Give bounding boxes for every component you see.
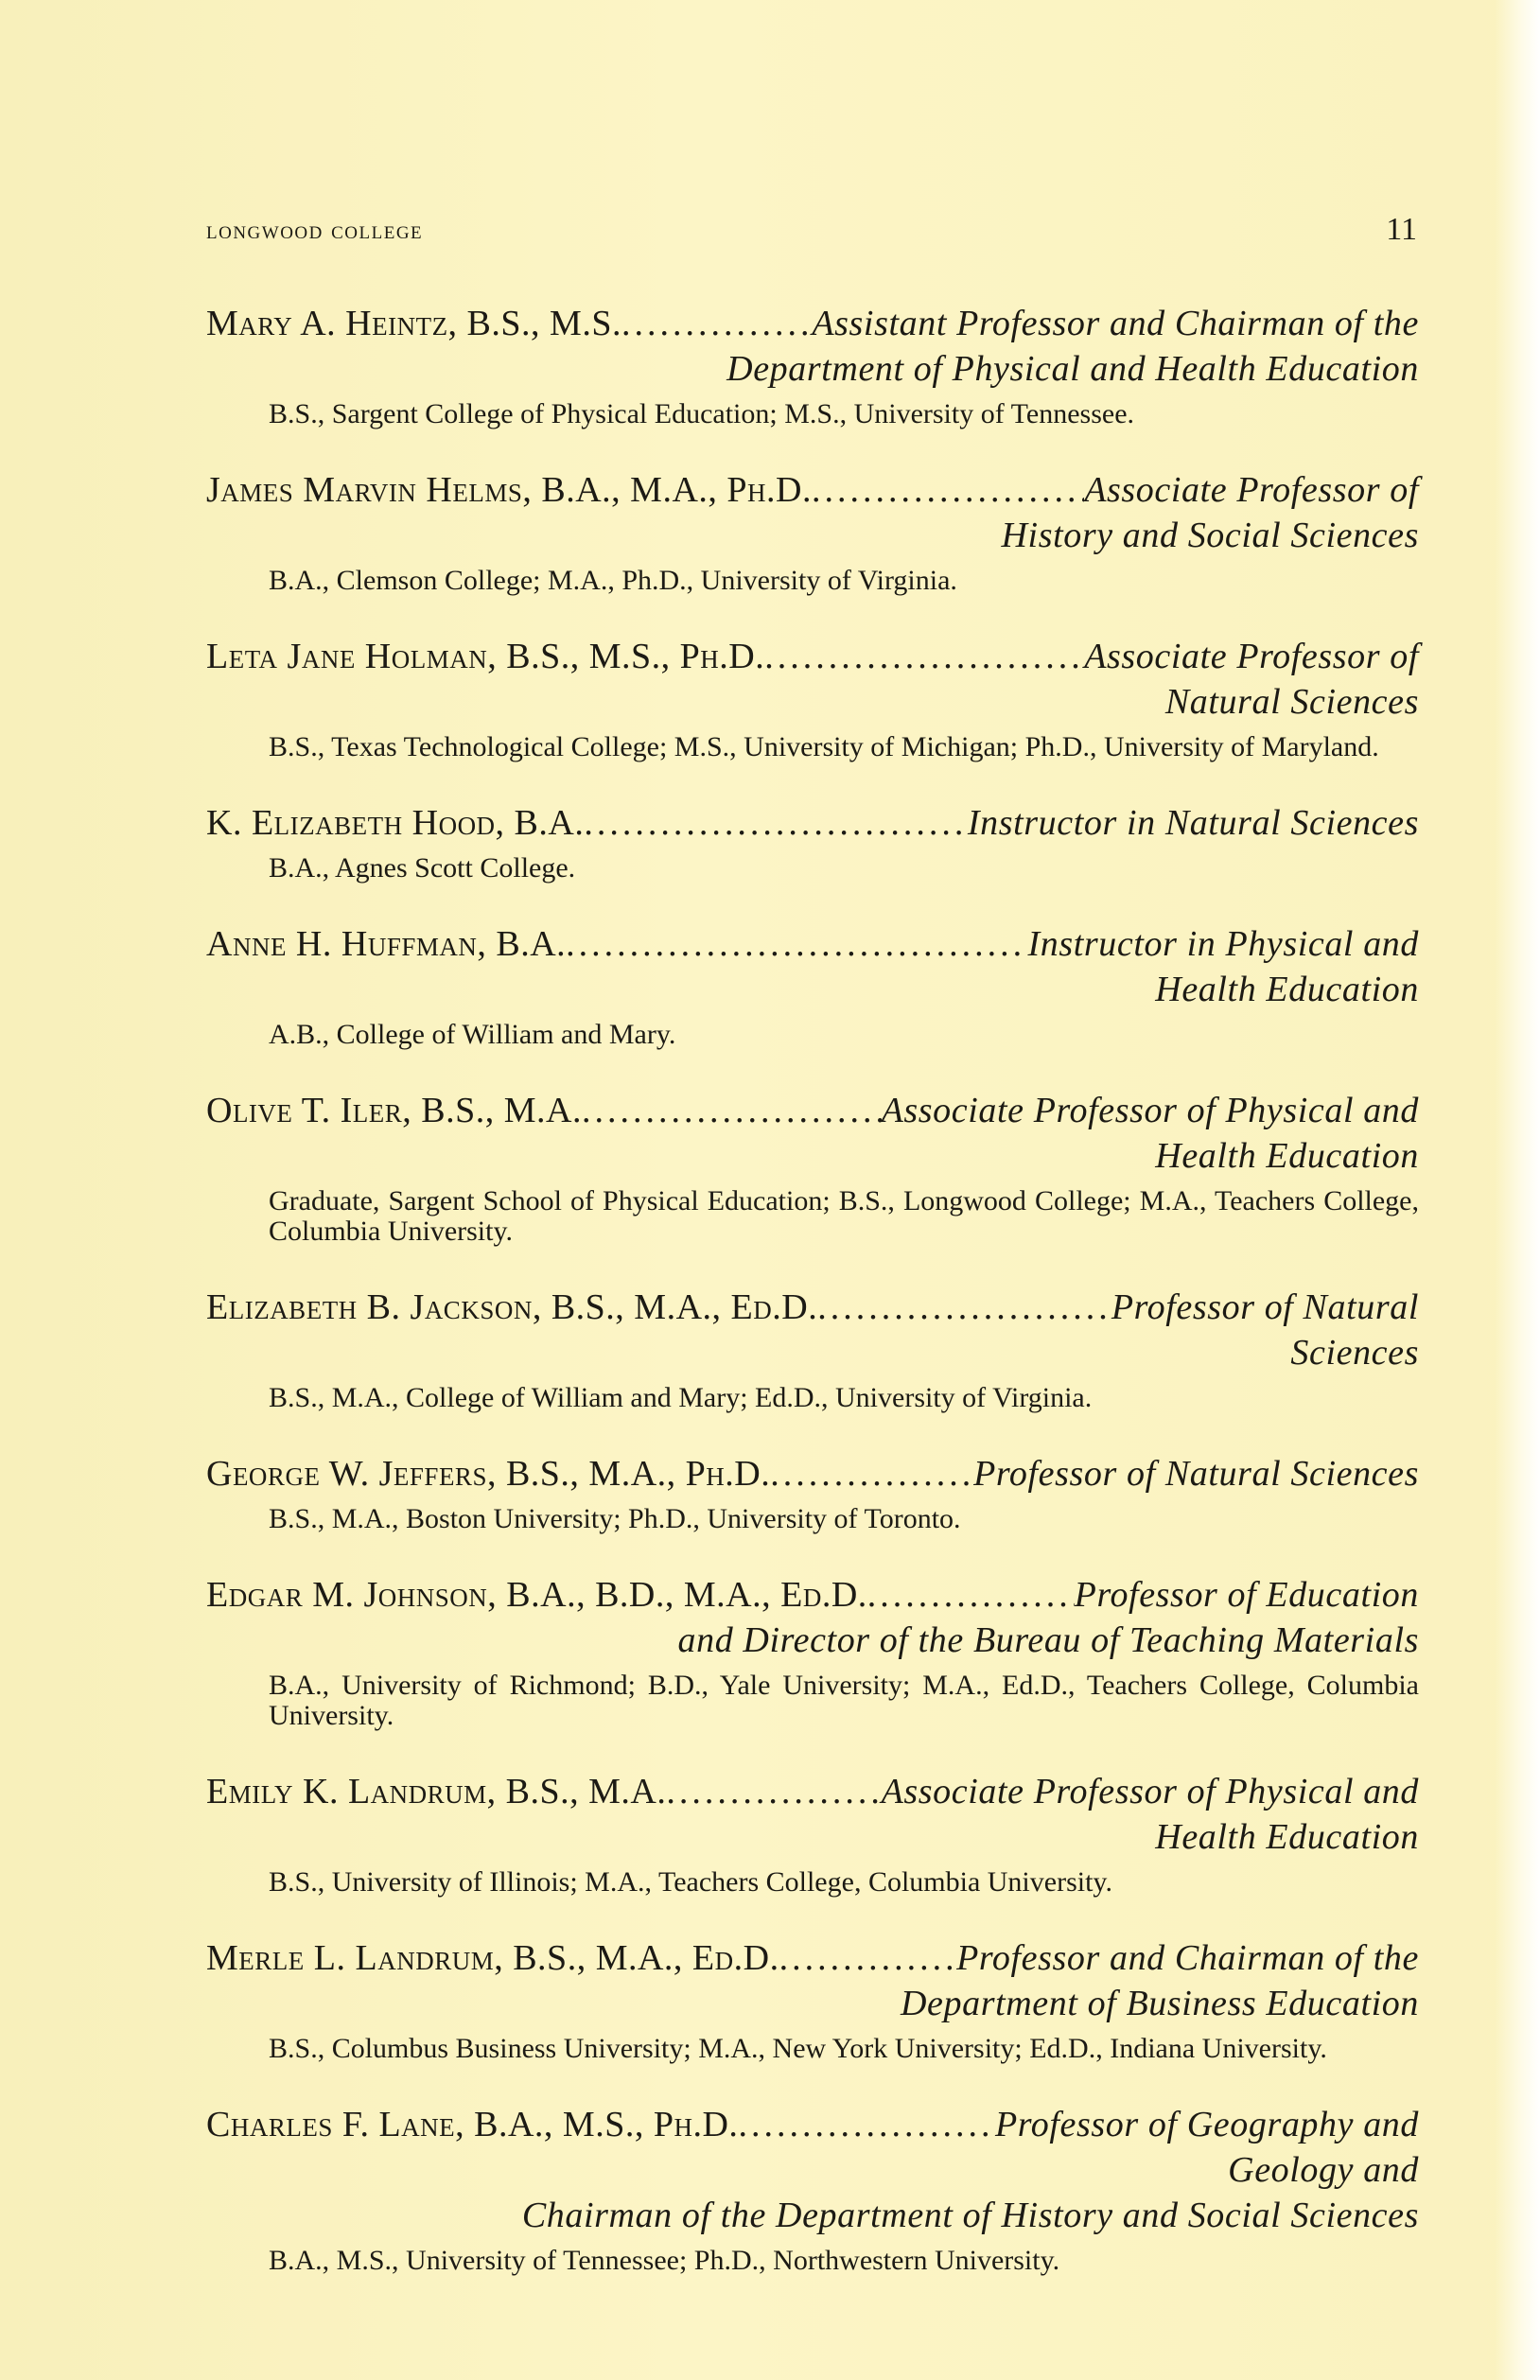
dot-leader [817, 1285, 1111, 1330]
faculty-name: Edgar M. Johnson, B.A., B.D., M.A., Ed.D. [206, 1575, 867, 1615]
entry-title-line [206, 1088, 1419, 1133]
faculty-name: Elizabeth B. Jackson, B.S., M.A., Ed.D. [206, 1287, 818, 1327]
faculty-degrees: B.S., University of Illinois; M.A., Teachers College, Columbia University. [269, 1866, 1112, 1898]
faculty-position: Associate Professor of Physical and [881, 1091, 1419, 1130]
dot-leader [812, 467, 1084, 513]
entry-title-line [206, 1769, 1419, 1814]
entry-title-line [206, 634, 1419, 679]
faculty-degrees: B.S., Texas Technological College; M.S., University of Michigan; Ph.D., University of Maryland. [269, 731, 1379, 762]
entry-title-line [206, 301, 1419, 346]
faculty-position: Associate Professor of [1084, 637, 1419, 676]
faculty-name: James Marvin Helms, B.A., M.A., Ph.D. [206, 470, 812, 510]
faculty-degrees: B.A., M.S., University of Tennessee; Ph.D., Northwestern University. [269, 2245, 1060, 2276]
faculty-position-continued: and Director of the Bureau of Teaching Materials [677, 1620, 1419, 1660]
faculty-entry [206, 1285, 1419, 1413]
faculty-position: Professor of Geography and [995, 2105, 1419, 2144]
faculty-position-continued: History and Social Sciences [1001, 516, 1419, 555]
faculty-entry [206, 800, 1419, 884]
faculty-position-continued: Sciences [1290, 1333, 1419, 1373]
entry-title-line [206, 800, 1419, 846]
faculty-name: Leta Jane Holman, B.S., M.S., Ph.D. [206, 637, 765, 676]
scan-edge-highlight [1495, 0, 1540, 2380]
entry-title-line [206, 921, 1419, 967]
entry-title-line [206, 1935, 1419, 1981]
faculty-position-continued: Natural Sciences [1164, 682, 1419, 722]
dot-leader [770, 1451, 973, 1496]
dot-leader [867, 1572, 1075, 1618]
faculty-entry [206, 921, 1419, 1050]
faculty-position: Assistant Professor and Chairman of the [812, 304, 1419, 343]
faculty-position-continued: Department of Physical and Health Education [726, 349, 1419, 389]
faculty-position: Professor of Natural [1111, 1287, 1419, 1327]
faculty-entry [206, 1935, 1419, 2064]
faculty-degrees: B.A., Clemson College; M.A., Ph.D., University of Virginia. [269, 565, 957, 596]
page-number: 11 [1386, 212, 1417, 247]
faculty-position: Instructor in Physical and [1027, 924, 1419, 964]
entry-title-line [206, 2102, 1419, 2147]
faculty-name: Merle L. Landrum, B.S., M.A., Ed.D. [206, 1938, 779, 1978]
entry-title-line [206, 1451, 1419, 1496]
dot-leader [738, 2102, 995, 2147]
faculty-degrees: B.S., Sargent College of Physical Education; M.S., University of Tennessee. [269, 398, 1135, 429]
faculty-entry [206, 1572, 1419, 1731]
faculty-entry [206, 634, 1419, 762]
faculty-entry [206, 301, 1419, 429]
faculty-degrees: A.B., College of William and Mary. [269, 1019, 676, 1050]
faculty-entry [206, 1769, 1419, 1898]
faculty-position: Associate Professor of [1084, 470, 1419, 510]
dot-leader [779, 1935, 957, 1981]
page-header [206, 212, 1417, 254]
faculty-position-continued: Health Education [1155, 970, 1419, 1009]
dot-leader [666, 1769, 881, 1814]
dot-leader [764, 634, 1084, 679]
faculty-entry [206, 467, 1419, 596]
faculty-degrees: B.S., Columbus Business University; M.A., New York University; Ed.D., Indiana University. [269, 2033, 1327, 2064]
faculty-position: Associate Professor of Physical and [881, 1772, 1419, 1811]
faculty-entry [206, 1088, 1419, 1247]
faculty-name: Olive T. Iler, B.S., M.A. [206, 1091, 582, 1130]
dot-leader [566, 921, 1027, 967]
faculty-name: Charles F. Lane, B.A., M.S., Ph.D. [206, 2105, 739, 2144]
faculty-name: Anne H. Huffman, B.A. [206, 924, 567, 964]
faculty-position: Professor of Education [1074, 1575, 1419, 1615]
faculty-degrees: Graduate, Sargent School of Physical Education; B.S., Longwood College; M.A., Teachers College, Columbia University. [269, 1185, 1419, 1247]
faculty-degrees: B.S., M.A., College of William and Mary; Ed.D., University of Virginia. [269, 1382, 1093, 1413]
dot-leader [621, 301, 812, 346]
entry-title-line [206, 467, 1419, 513]
faculty-position: Professor of Natural Sciences [973, 1454, 1419, 1494]
faculty-position-continued: Chairman of the Department of History and Social Sciences [521, 2196, 1419, 2235]
entry-title-line [206, 1572, 1419, 1618]
faculty-name: George W. Jeffers, B.S., M.A., Ph.D. [206, 1454, 771, 1494]
entry-title-line [206, 1285, 1419, 1330]
dot-leader [584, 800, 968, 846]
running-head: longwood college [206, 216, 424, 244]
faculty-degrees: B.A., University of Richmond; B.D., Yale University; M.A., Ed.D., Teachers College, Columbia University. [269, 1670, 1419, 1731]
faculty-position-continued: Department of Business Education [901, 1984, 1419, 2023]
faculty-entry [206, 1451, 1419, 1534]
faculty-name: K. Elizabeth Hood, B.A. [206, 803, 585, 843]
faculty-entry [206, 2102, 1419, 2276]
faculty-name: Emily K. Landrum, B.S., M.A. [206, 1772, 667, 1811]
faculty-name: Mary A. Heintz, B.S., M.S. [206, 304, 621, 343]
faculty-list [206, 301, 1419, 2314]
faculty-degrees: B.S., M.A., Boston University; Ph.D., University of Toronto. [269, 1503, 961, 1534]
faculty-position: Instructor in Natural Sciences [967, 803, 1419, 843]
faculty-position-continued: Health Education [1155, 1817, 1419, 1857]
faculty-degrees: B.A., Agnes Scott College. [269, 852, 576, 884]
faculty-position-continued: Geology and [1228, 2150, 1419, 2190]
dot-leader [582, 1088, 882, 1133]
faculty-position: Professor and Chairman of the [956, 1938, 1419, 1978]
faculty-position-continued: Health Education [1155, 1136, 1419, 1176]
